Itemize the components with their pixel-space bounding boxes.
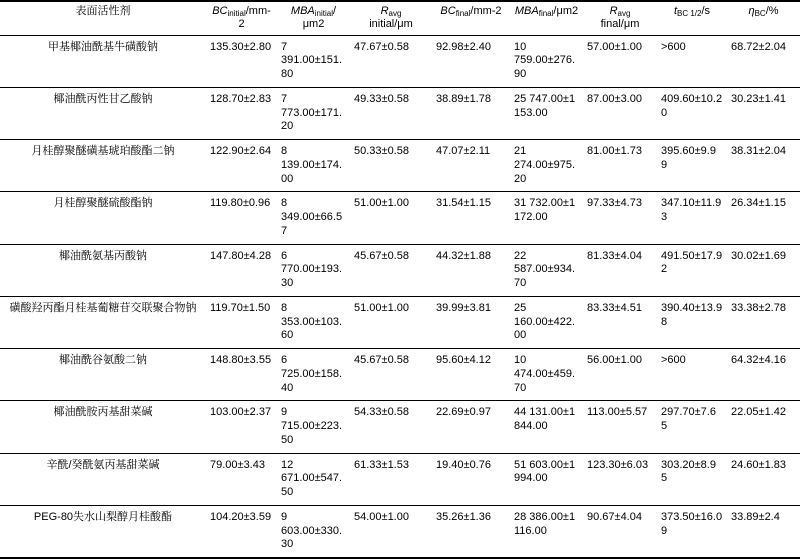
cell-r-final: 57.00±1.00 <box>583 35 657 87</box>
cell-bc-initial: 104.20±3.59 <box>206 505 277 558</box>
cell-mba-initial: 8 353.00±103.60 <box>277 296 350 348</box>
cell-bc-initial: 119.80±0.96 <box>206 192 277 244</box>
cell-surfactant-name: 椰油酰胺丙基甜菜碱 <box>0 401 206 453</box>
cell-bc-final: 47.07±2.11 <box>432 140 510 192</box>
cell-bc-final: 35.26±1.36 <box>432 505 510 558</box>
cell-bc-final: 38.89±1.78 <box>432 87 510 139</box>
cell-r-initial: 61.33±1.53 <box>350 453 432 505</box>
cell-bc-initial: 79.00±3.43 <box>206 453 277 505</box>
table-row <box>0 401 800 453</box>
cell-eta: 64.32±4.16 <box>727 349 800 401</box>
cell-bc-initial: 122.90±2.64 <box>206 140 277 192</box>
header-mba-final: $MBA_{final}/\mu m2$ <box>510 1 583 35</box>
cell-r-initial: 51.00±1.00 <box>350 192 432 244</box>
cell-mba-initial: 7 391.00±151.80 <box>277 35 350 87</box>
cell-bc-final: 39.99±3.81 <box>432 296 510 348</box>
cell-mba-initial: 6 725.00±158.40 <box>277 349 350 401</box>
cell-t-half: 373.50±16.09 <box>657 505 727 558</box>
cell-t-half: >600 <box>657 35 727 87</box>
cell-bc-final: 95.60±4.12 <box>432 349 510 401</box>
cell-t-half: 297.70±7.6 5 <box>657 401 727 453</box>
cell-r-final: 81.00±1.73 <box>583 140 657 192</box>
cell-r-initial: 51.00±1.00 <box>350 296 432 348</box>
cell-surfactant-name: 椰油酰丙性甘乙酸钠 <box>0 87 206 139</box>
cell-eta: 30.02±1.69 <box>727 244 800 296</box>
cell-surfactant-name: 椰油酰氨基丙酸钠 <box>0 244 206 296</box>
header-bc-initial: $BC_{initial}/mm-2$ <box>206 1 277 35</box>
cell-r-initial: 49.33±0.58 <box>350 87 432 139</box>
table-row <box>0 296 800 348</box>
cell-r-final: 83.33±4.51 <box>583 296 657 348</box>
cell-surfactant-name: 甲基椰油酰基牛磺酸钠 <box>0 35 206 87</box>
header-bc-final: $BC_{final}/mm-2$ <box>432 1 510 35</box>
cell-surfactant-name: 月桂醇聚醚磺基琥珀酸酯二钠 <box>0 140 206 192</box>
table-row <box>0 87 800 139</box>
cell-t-half: 303.20±8.9 5 <box>657 453 727 505</box>
cell-r-initial: 45.67±0.58 <box>350 349 432 401</box>
cell-r-final: 56.00±1.00 <box>583 349 657 401</box>
cell-bc-final: 44.32±1.88 <box>432 244 510 296</box>
cell-r-final: 113.00±5.57 <box>583 401 657 453</box>
cell-eta: 33.89±2.4 <box>727 505 800 558</box>
cell-t-half: 395.60±9.9 9 <box>657 140 727 192</box>
table-row <box>0 244 800 296</box>
cell-bc-final: 31.54±1.15 <box>432 192 510 244</box>
cell-eta: 24.60±1.83 <box>727 453 800 505</box>
cell-bc-initial: 103.00±2.37 <box>206 401 277 453</box>
table-row <box>0 140 800 192</box>
cell-r-initial: 47.67±0.58 <box>350 35 432 87</box>
cell-bc-initial: 148.80±3.55 <box>206 349 277 401</box>
table-row <box>0 349 800 401</box>
cell-mba-final: 22 587.00±934.70 <box>510 244 583 296</box>
header-mba-initial: $MBA_{initial}/\mu m2$ <box>277 1 350 35</box>
header-surfactant: 表面活性剂 <box>0 1 206 35</box>
cell-surfactant-name: PEG-80失水山梨醇月桂酸酯 <box>0 505 206 558</box>
table-body <box>0 35 800 558</box>
table-row <box>0 35 800 87</box>
cell-r-initial: 50.33±0.58 <box>350 140 432 192</box>
cell-mba-initial: 9 603.00±330.30 <box>277 505 350 558</box>
cell-r-final: 97.33±4.73 <box>583 192 657 244</box>
cell-r-initial: 54.00±1.00 <box>350 505 432 558</box>
table-row <box>0 505 800 558</box>
cell-mba-final: 10 474.00±459.70 <box>510 349 583 401</box>
cell-mba-final: 51 603.00±1 994.00 <box>510 453 583 505</box>
cell-mba-initial: 9 715.00±223.50 <box>277 401 350 453</box>
cell-r-final: 123.30±6.03 <box>583 453 657 505</box>
cell-mba-final: 28 386.00±1 116.00 <box>510 505 583 558</box>
header-t-half: $t_{BC 1/2}/s$ <box>657 1 727 35</box>
cell-surfactant-name: 椰油酰谷氨酸二钠 <box>0 349 206 401</box>
cell-mba-final: 25 747.00±1 153.00 <box>510 87 583 139</box>
cell-r-final: 90.67±4.04 <box>583 505 657 558</box>
table-row <box>0 453 800 505</box>
cell-surfactant-name: 磺酸羟丙酯月桂基葡糖苷交联聚合物钠 <box>0 296 206 348</box>
cell-eta: 68.72±2.04 <box>727 35 800 87</box>
cell-r-initial: 54.33±0.58 <box>350 401 432 453</box>
cell-mba-initial: 8 139.00±174.00 <box>277 140 350 192</box>
cell-t-half: 390.40±13.98 <box>657 296 727 348</box>
cell-surfactant-name: 辛酰/癸酰氨丙基甜菜碱 <box>0 453 206 505</box>
cell-mba-final: 44 131.00±1 844.00 <box>510 401 583 453</box>
header-r-initial: $R_{avg}$ initial/μm <box>350 1 432 35</box>
cell-t-half: 491.50±17.92 <box>657 244 727 296</box>
cell-t-half: 409.60±10.20 <box>657 87 727 139</box>
cell-bc-final: 19.40±0.76 <box>432 453 510 505</box>
cell-mba-final: 25 160.00±422.00 <box>510 296 583 348</box>
cell-r-final: 81.33±4.04 <box>583 244 657 296</box>
cell-bc-initial: 135.30±2.80 <box>206 35 277 87</box>
table-header-row <box>0 1 800 35</box>
cell-eta: 22.05±1.42 <box>727 401 800 453</box>
cell-bc-initial: 147.80±4.28 <box>206 244 277 296</box>
table-header <box>0 1 800 35</box>
header-eta: $\eta_{BC}/\%$ <box>727 1 800 35</box>
cell-mba-initial: 6 770.00±193.30 <box>277 244 350 296</box>
cell-mba-final: 10 759.00±276.90 <box>510 35 583 87</box>
cell-bc-final: 92.98±2.40 <box>432 35 510 87</box>
cell-mba-initial: 7 773.00±171.20 <box>277 87 350 139</box>
cell-bc-final: 22.69±0.97 <box>432 401 510 453</box>
cell-r-final: 87.00±3.00 <box>583 87 657 139</box>
cell-t-half: 347.10±11.93 <box>657 192 727 244</box>
cell-mba-final: 31 732.00±1 172.00 <box>510 192 583 244</box>
cell-eta: 30.23±1.41 <box>727 87 800 139</box>
table-row <box>0 192 800 244</box>
cell-mba-final: 21 274.00±975.20 <box>510 140 583 192</box>
cell-bc-initial: 119.70±1.50 <box>206 296 277 348</box>
cell-mba-initial: 12 671.00±547.50 <box>277 453 350 505</box>
cell-r-initial: 45.67±0.58 <box>350 244 432 296</box>
cell-bc-initial: 128.70±2.83 <box>206 87 277 139</box>
cell-eta: 38.31±2.04 <box>727 140 800 192</box>
cell-eta: 26.34±1.15 <box>727 192 800 244</box>
cell-t-half: >600 <box>657 349 727 401</box>
cell-eta: 33.38±2.78 <box>727 296 800 348</box>
cell-surfactant-name: 月桂醇聚醚硫酸酯钠 <box>0 192 206 244</box>
header-r-final: $R_{avg}$ final/μm <box>583 1 657 35</box>
cell-mba-initial: 8 349.00±66.57 <box>277 192 350 244</box>
